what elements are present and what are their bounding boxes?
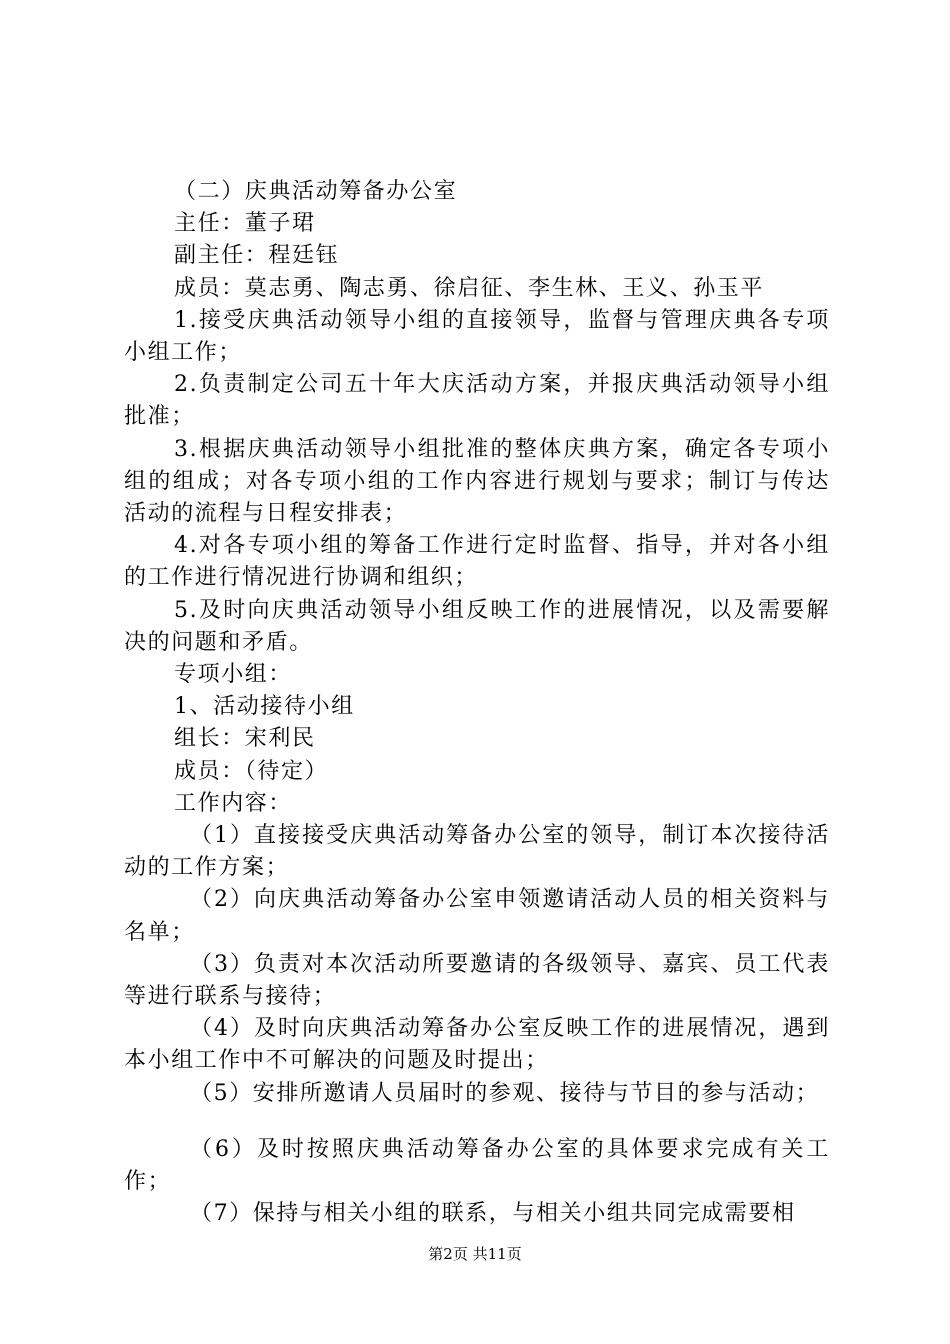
deputy-director-line: 副主任：程廷钰 bbox=[174, 243, 340, 269]
page-footer: 第2页 共11页 bbox=[428, 1245, 522, 1263]
work-item: （1）直接接受庆典活动筹备办公室的领导，制订本次接待活动的工作方案； bbox=[124, 823, 830, 881]
work-content-heading: 工作内容： bbox=[174, 790, 293, 816]
work-item: （2）向庆典活动筹备办公室申领邀请活动人员的相关资料与名单； bbox=[124, 887, 830, 945]
work-item: （5）安排所邀请人员届时的参观、接待与节目的参与活动； bbox=[190, 1080, 820, 1106]
special-groups-heading: 专项小组： bbox=[174, 662, 293, 688]
group-members: 成员：（待定） bbox=[174, 758, 329, 784]
work-item: （4）及时向庆典活动筹备办公室反映工作的进展情况，遇到本小组工作中不可解决的问题及时提出； bbox=[124, 1016, 830, 1074]
paragraph-gap bbox=[124, 1110, 830, 1134]
group-leader: 组长：宋利民 bbox=[174, 726, 316, 752]
duty-item: 2.负责制定公司五十年大庆活动方案，并报庆典活动领导小组批准； bbox=[124, 372, 830, 430]
work-item: （7）保持与相关小组的联系，与相关小组共同完成需要相 bbox=[190, 1201, 796, 1227]
group-title: 1、活动接待小组 bbox=[174, 694, 355, 720]
duty-item: 5.及时向庆典活动领导小组反映工作的进展情况，以及需要解决的问题和矛盾。 bbox=[124, 597, 830, 655]
director-line: 主任：董子珺 bbox=[174, 211, 316, 237]
members-line: 成员：莫志勇、陶志勇、徐启征、李生林、王义、孙玉平 bbox=[174, 275, 765, 301]
work-item: （3）负责对本次活动所要邀请的各级领导、嘉宾、员工代表等进行联系与接待； bbox=[124, 951, 830, 1010]
section-title: （二）庆典活动筹备办公室 bbox=[174, 179, 458, 204]
document-body bbox=[124, 176, 830, 1231]
duty-item: 3.根据庆典活动领导小组批准的整体庆典方案，确定各专项小组的组成；对各专项小组的工作内容进行规划与要求；制订与传达活动的流程与日程安排表； bbox=[124, 436, 830, 527]
duty-item: 4.对各专项小组的筹备工作进行定时监督、指导，并对各小组的工作进行情况进行协调和组织； bbox=[124, 533, 830, 591]
duty-item: 1.接受庆典活动领导小组的直接领导，监督与管理庆典各专项小组工作； bbox=[124, 307, 830, 366]
work-item: （6）及时按照庆典活动筹备办公室的具体要求完成有关工作； bbox=[124, 1136, 830, 1195]
